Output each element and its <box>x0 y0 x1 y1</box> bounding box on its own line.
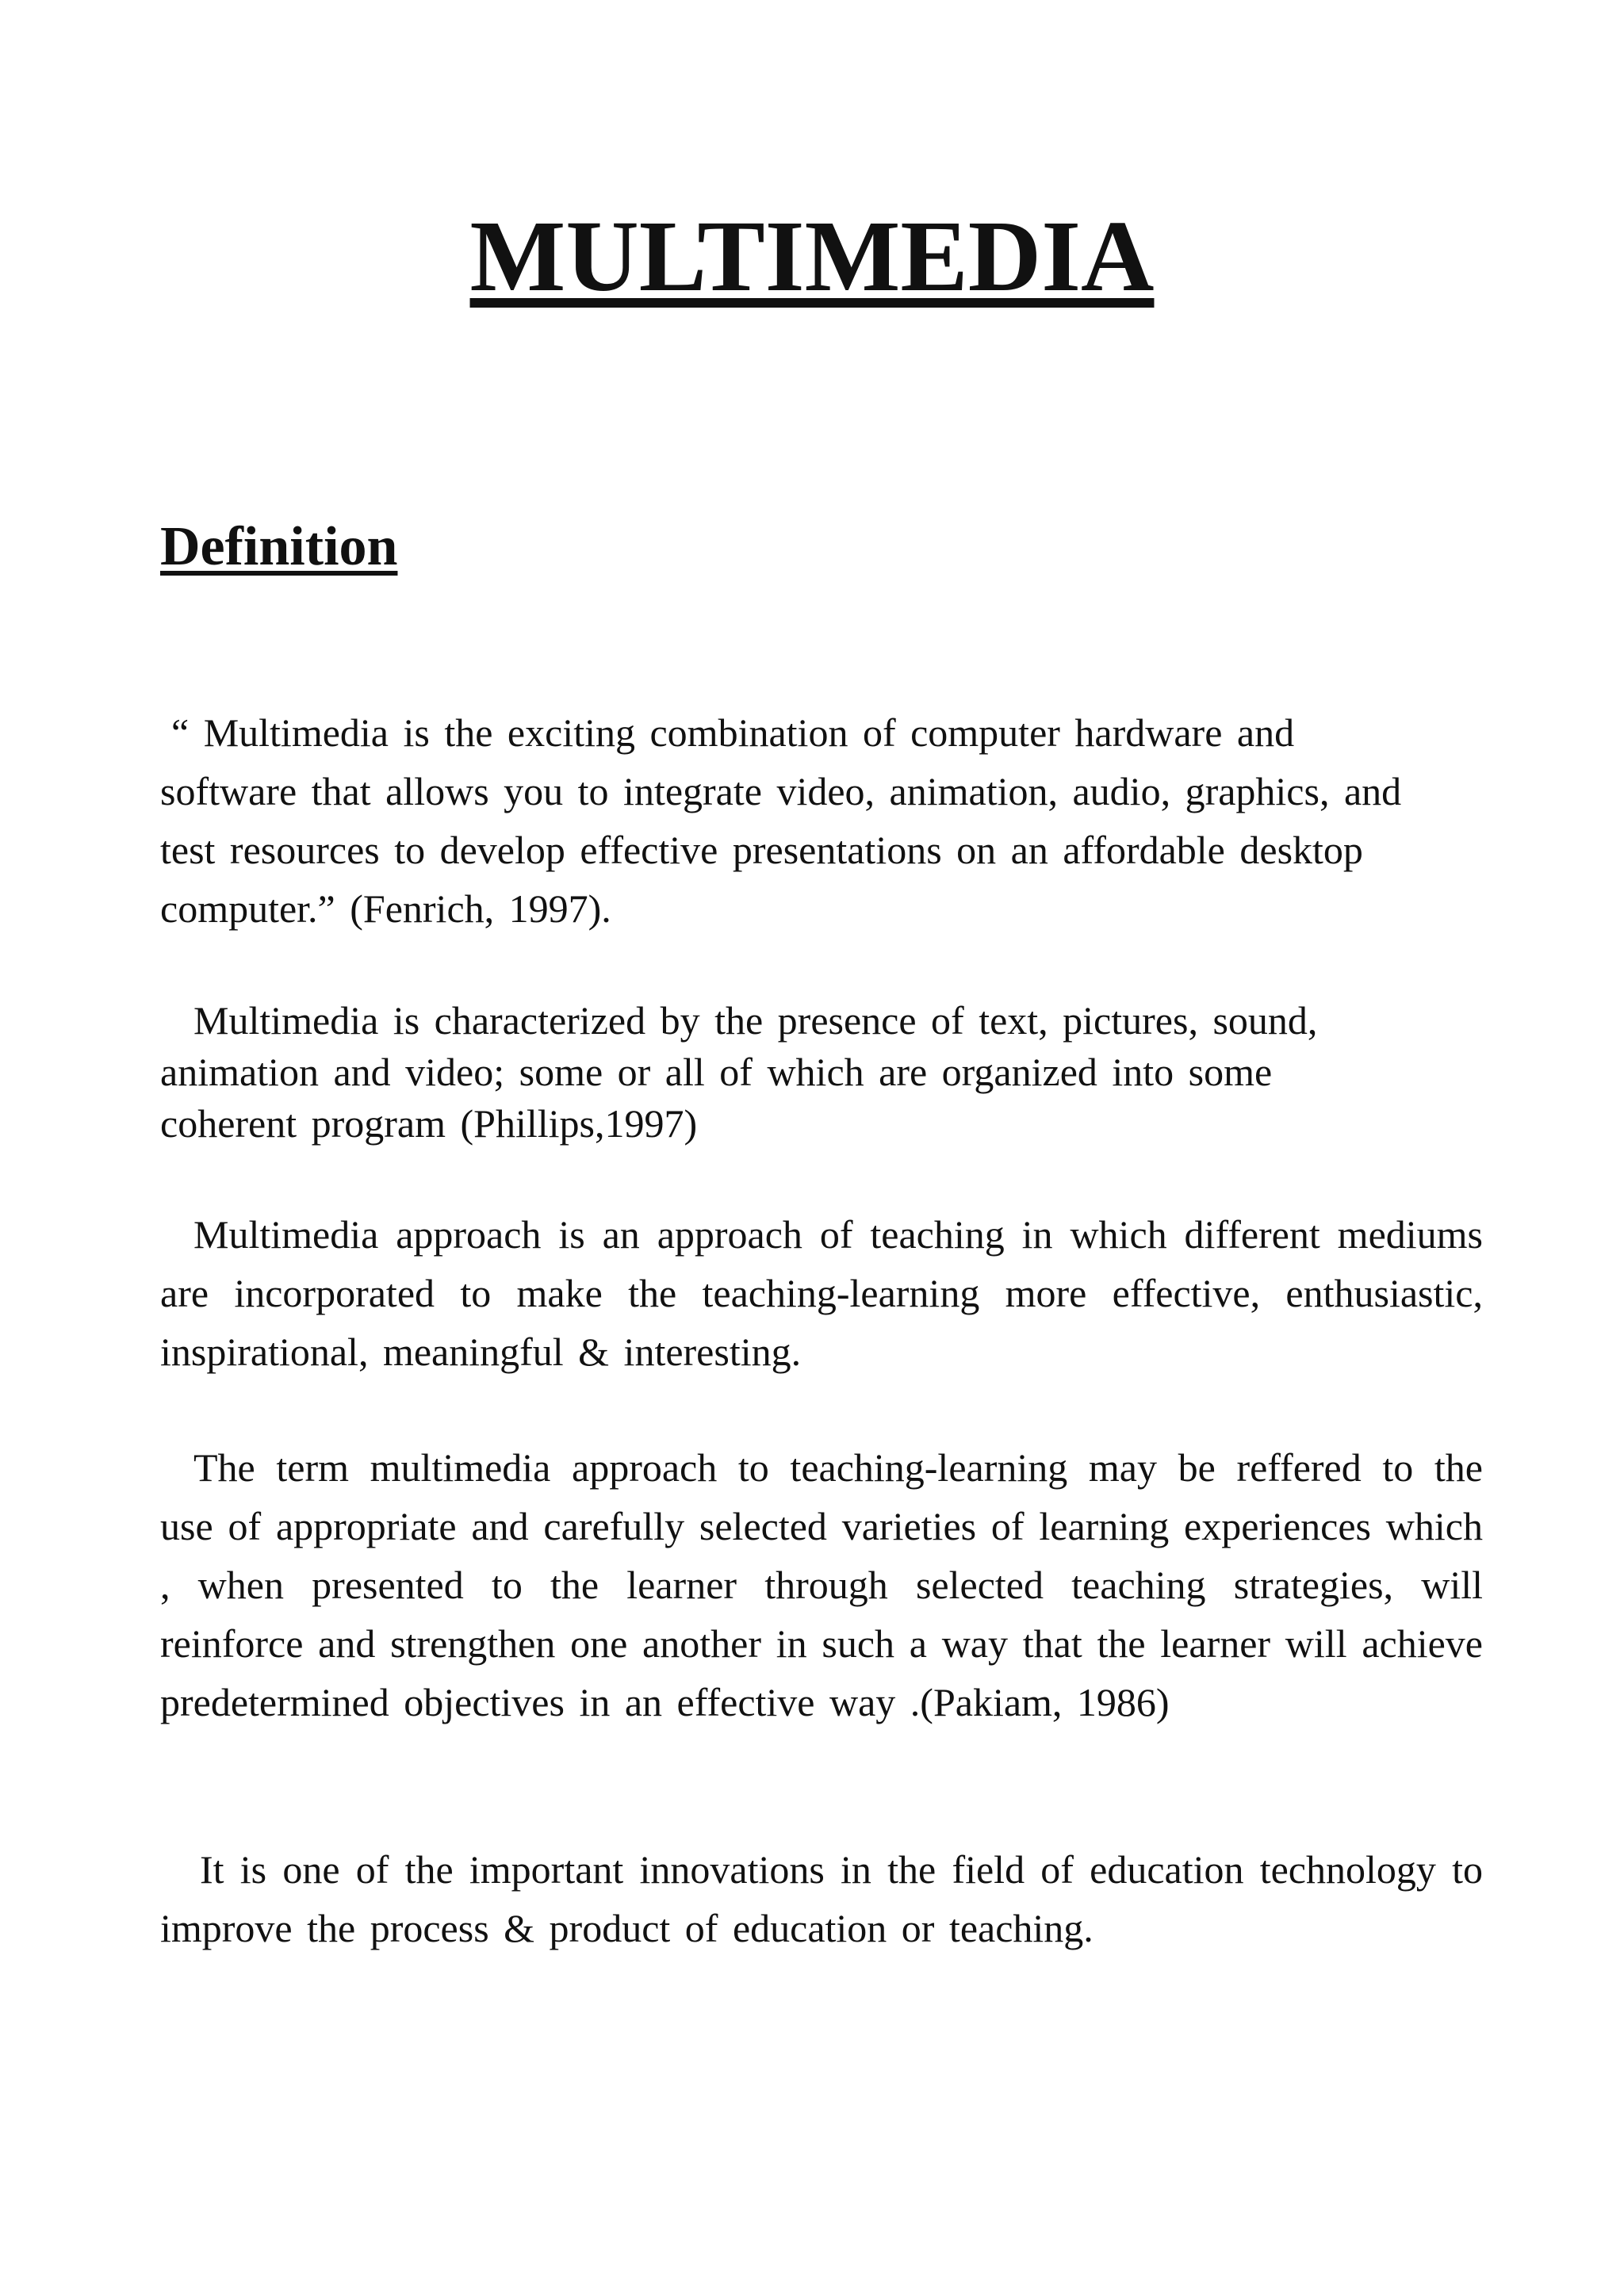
paragraph-fenrich-quote: “ Multimedia is the exciting combination of computer hardware and software that allows you to integrate video, animation, audio, graphics, and test resources to develop effective presentations on an affordable desktop computer.” (Fenrich, 1997). <box>160 710 1402 931</box>
paragraph-innovation: It is one of the important innovations in the field of education technology to improve the process & product of education or teaching. <box>160 1847 1483 1950</box>
paragraph-phillips: Multimedia is characterized by the presence of text, pictures, sound, animation and video; some or all of which are organized into some coherent program (Phillips,1997) <box>160 998 1318 1146</box>
page-title <box>0 198 1624 315</box>
paragraph-approach: Multimedia approach is an approach of teaching in which different mediums are incorporated to make the teaching-learning more effective, enthusiastic, inspirational, meaningful & interesting. <box>160 1212 1483 1374</box>
page-title-text: MULTIMEDIA <box>469 200 1155 312</box>
section-heading: Definition <box>160 516 398 577</box>
paragraph-pakiam: The term multimedia approach to teaching-learning may be reffered to the use of appropriate and carefully selected varieties of learning experiences which , when presented to the learner through selected teaching strategies, will reinforce and strengthen one another in such a way that the learner will achieve predetermined objectives in an effective way .(Pakiam, 1986) <box>160 1445 1483 1724</box>
